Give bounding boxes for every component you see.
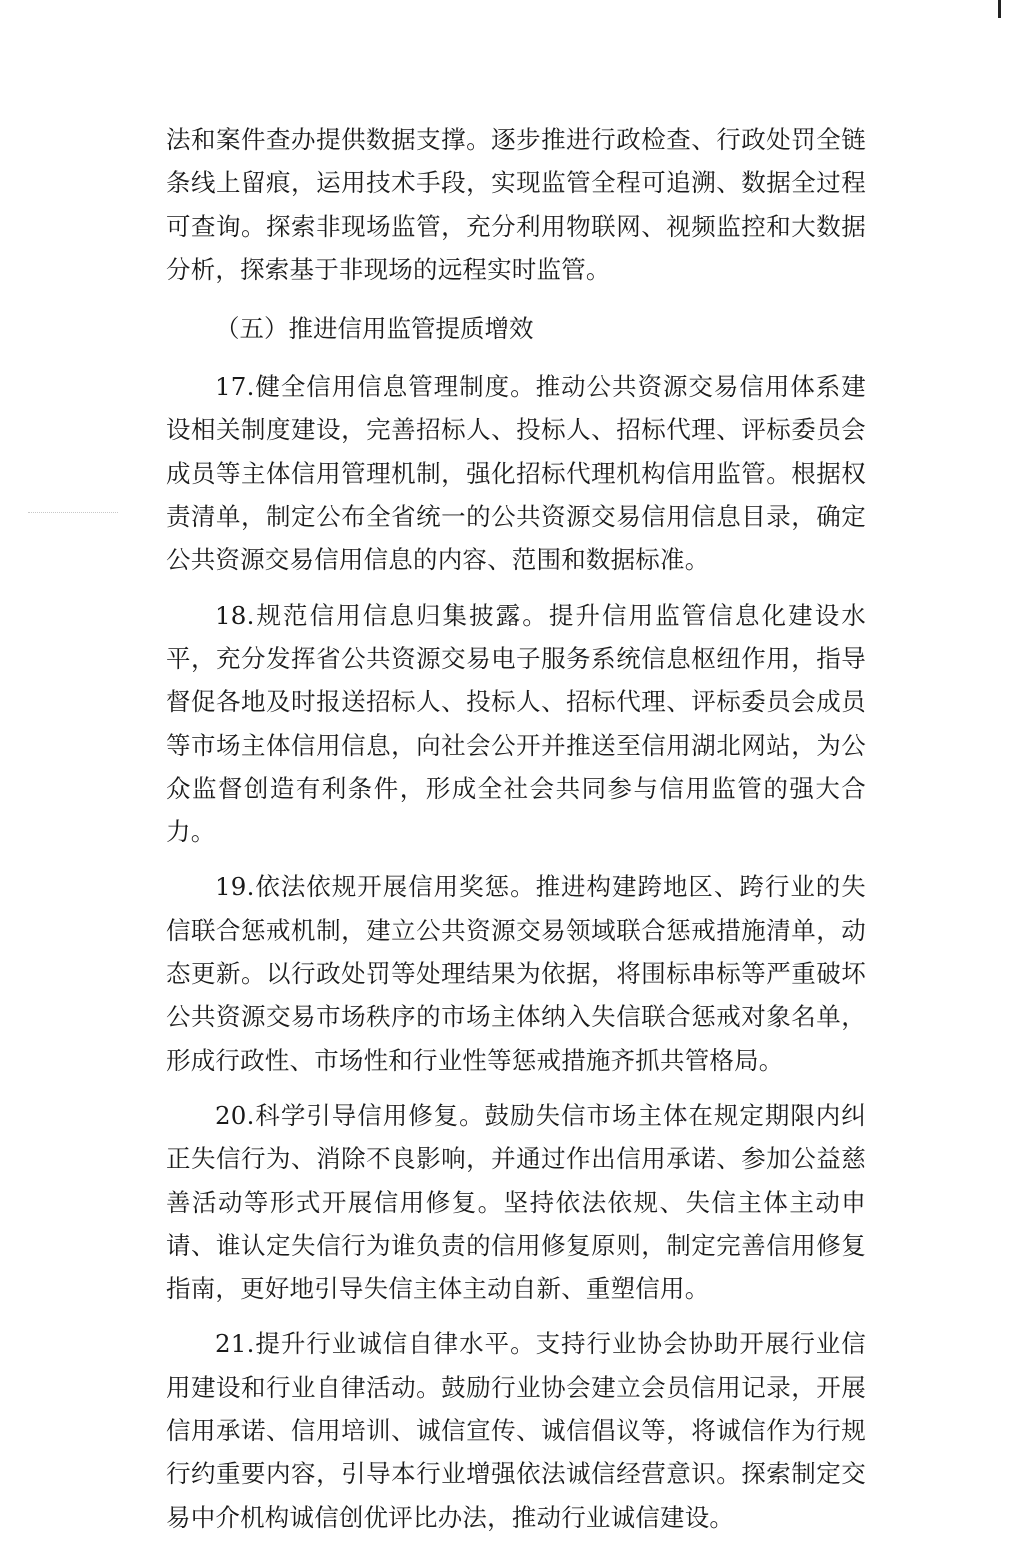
- scan-edge-mark: [998, 0, 1001, 18]
- document-body: [166, 118, 866, 1551]
- item-21-paragraph: 21.提升行业诚信自律水平。支持行业协会协助开展行业信用建设和行业自律活动。鼓励行业协会建立会员信用记录，开展信用承诺、信用培训、诚信宣传、诚信倡议等，将诚信作为行规行约重要内容，引导本行业增强依法诚信经营意识。探索制定交易中介机构诚信创优评比办法，推动行业诚信建设。: [166, 1329, 866, 1532]
- intro-paragraph: 法和案件查办提供数据支撑。逐步推进行政检查、行政处罚全链条线上留痕，运用技术手段，实现监管全程可追溯、数据全过程可查询。探索非现场监管，充分利用物联网、视频监控和大数据分析，探索基于非现场的远程实时监管。: [166, 125, 866, 284]
- item-18-paragraph: 18.规范信用信息归集披露。提升信用监管信息化建设水平，充分发挥省公共资源交易电子服务系统信息枢纽作用，指导督促各地及时报送招标人、投标人、招标代理、评标委员会成员等市场主体信用信息，向社会公开并推送至信用湖北网站，为公众监督创造有利条件，形成全社会共同参与信用监管的强大合力。: [166, 600, 866, 847]
- scan-noise-dots: [28, 512, 118, 515]
- item-19-paragraph: 19.依法依规开展信用奖惩。推进构建跨地区、跨行业的失信联合惩戒机制，建立公共资源交易领域联合惩戒措施清单，动态更新。以行政处罚等处理结果为依据，将围标串标等严重破坏公共资源交易市场秩序的市场主体纳入失信联合惩戒对象名单，形成行政性、市场性和行业性等惩戒措施齐抓共管格局。: [166, 872, 866, 1075]
- section-heading: （五）推进信用监管提质增效: [215, 314, 534, 344]
- item-20-paragraph: 20.科学引导信用修复。鼓励失信市场主体在规定期限内纠正失信行为、消除不良影响，并通过作出信用承诺、参加公益慈善活动等形式开展信用修复。坚持依法依规、失信主体主动申请、谁认定失信行为谁负责的信用修复原则，制定完善信用修复指南，更好地引导失信主体主动自新、重塑信用。: [166, 1100, 866, 1304]
- item-17-paragraph: 17.健全信用信息管理制度。推动公共资源交易信用体系建设相关制度建设，完善招标人、投标人、招标代理、评标委员会成员等主体信用管理机制，强化招标代理机构信用监管。根据权责清单，制定公布全省统一的公共资源交易信用信息目录，确定公共资源交易信用信息的内容、范围和数据标准。: [166, 372, 866, 575]
